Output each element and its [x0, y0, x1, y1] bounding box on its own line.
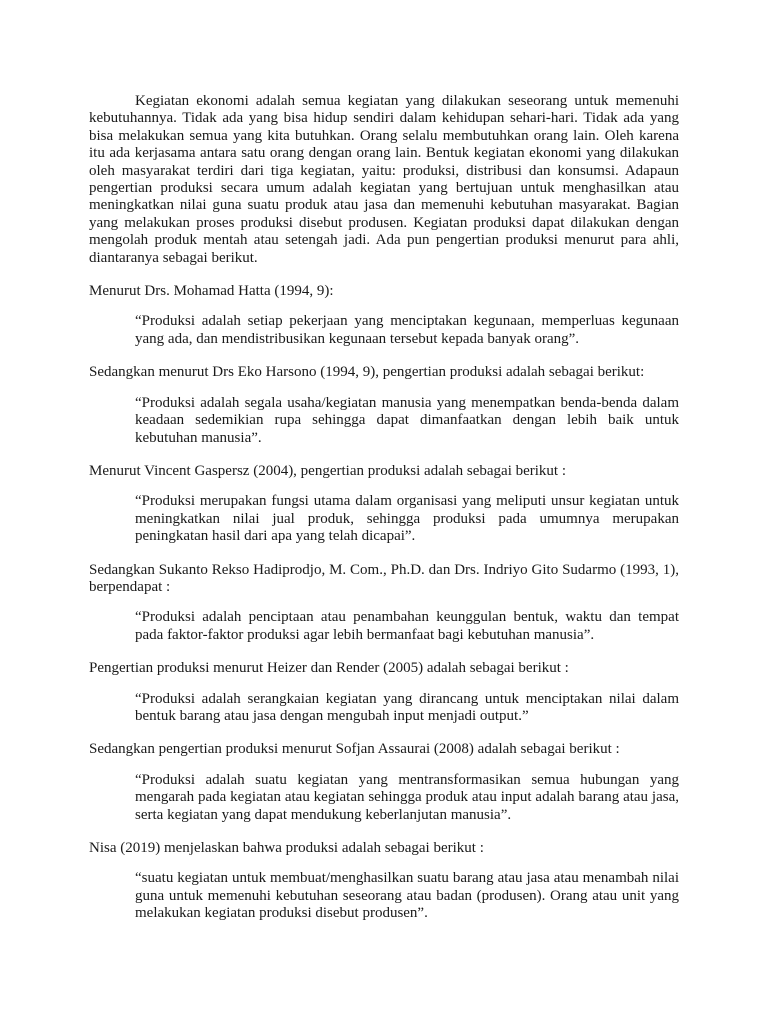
definition-lead-hatta: Menurut Drs. Mohamad Hatta (1994, 9): [89, 283, 334, 300]
definition-lead-gaspersz: Menurut Vincent Gaspersz (2004), pengertian produksi adalah sebagai berikut : [89, 462, 567, 479]
definition-lead-harsono: Sedangkan menurut Drs Eko Harsono (1994, 9), pengertian produksi adalah sebagai berikut: [89, 364, 645, 381]
definition-quote-assaurai: “Produksi adalah suatu kegiatan yang mentransformasikan semua hubungan yang mengarah pada kegiatan atau kegiatan sehingga produk atau input adalah barang atau jasa, serta kegiatan yang dapat mendukung keberlanjutan manusia”. [135, 771, 679, 823]
intro-paragraph: Kegiatan ekonomi adalah semua kegiatan yang dilakukan seseorang untuk memenuhi kebutuhannya. Tidak ada yang bisa hidup sendiri dalam kehidupan sehari-hari. Tidak ada yang bisa melakukan semua yang kita butuhkan. Orang selalu membutuhkan orang lain. Oleh karena itu ada kerjasama antara satu orang dengan orang lain. Bentuk kegiatan ekonomi yang dilakukan oleh masyarakat terdiri dari tiga kegiatan, yaitu: produksi, distribusi dan konsumsi. Adapaun pengertian produksi secara umum adalah kegiatan yang bertujuan untuk menghasilkan atau meningkatkan nilai guna suatu produk atau jasa dan memenuhi kebutuhan masyarakat. Bagian yang melakukan proses produksi disebut produsen. Kegiatan produksi dapat dilakukan dengan mengolah produk mentah atau setengah jadi. Ada pun pengertian produksi menurut para ahli, diantaranya sebagai berikut. [89, 93, 679, 266]
definition-quote-hatta: “Produksi adalah setiap pekerjaan yang menciptakan kegunaan, memperluas kegunaan yang ada, dan mendistribusikan kegunaan tersebut kepada banyak orang”. [135, 313, 679, 347]
definition-lead-hadiprodjo: Sedangkan Sukanto Rekso Hadiprodjo, M. Com., Ph.D. dan Drs. Indriyo Gito Sudarmo (1993, 1), berpendapat : [89, 561, 679, 595]
definition-lead-heizer-render: Pengertian produksi menurut Heizer dan Render (2005) adalah sebagai berikut : [89, 660, 569, 677]
definition-lead-assaurai: Sedangkan pengertian produksi menurut Sofjan Assaurai (2008) adalah sebagai berikut : [89, 741, 620, 758]
document-page [89, 93, 679, 923]
definition-quote-harsono: “Produksi adalah segala usaha/kegiatan manusia yang menempatkan benda-benda dalam keadaan sedemikian rupa sehingga dapat dimanfaatkan dengan lebih baik untuk kebutuhan manusia”. [135, 394, 679, 446]
definition-quote-hadiprodjo: “Produksi adalah penciptaan atau penambahan keunggulan bentuk, waktu dan tempat pada faktor-faktor produksi agar lebih bermanfaat bagi kebutuhan manusia”. [135, 609, 679, 643]
definition-quote-nisa: “suatu kegiatan untuk membuat/menghasilkan suatu barang atau jasa atau menambah nilai guna untuk memenuhi kebutuhan seseorang atau badan (produsen). Orang atau unit yang melakukan kegiatan produksi disebut produsen”. [135, 870, 679, 922]
definition-quote-heizer-render: “Produksi adalah serangkaian kegiatan yang dirancang untuk menciptakan nilai dalam bentuk barang atau jasa dengan mengubah input menjadi output.” [135, 690, 679, 724]
definition-lead-nisa: Nisa (2019) menjelaskan bahwa produksi adalah sebagai berikut : [89, 840, 484, 856]
definition-quote-gaspersz: “Produksi merupakan fungsi utama dalam organisasi yang meliputi unsur kegiatan untuk meningkatkan nilai jual produk, sehingga produksi pada umumnya merupakan peningkatan hasil dari apa yang telah dicapai”. [135, 493, 679, 545]
